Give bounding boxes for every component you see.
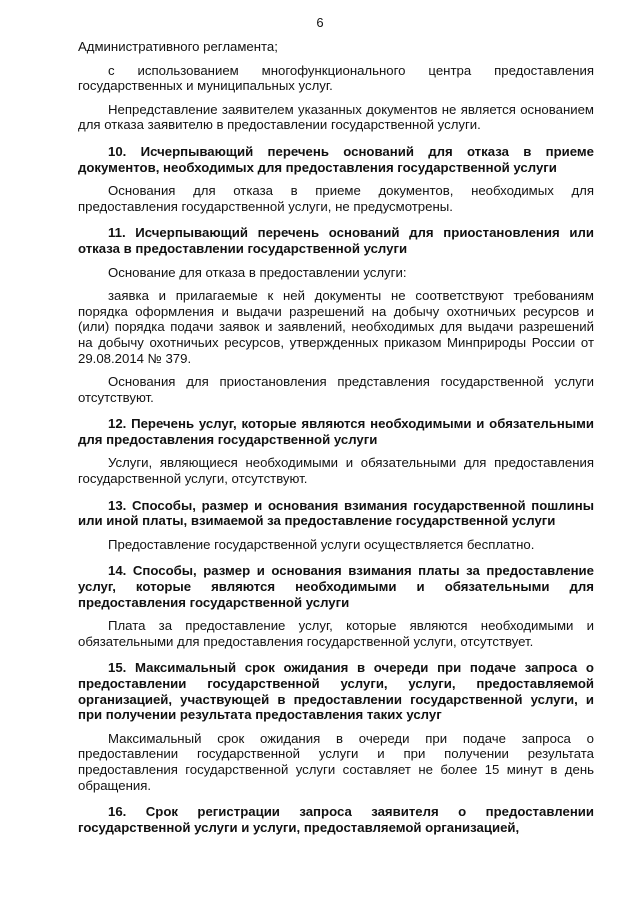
paragraph: Основание для отказа в предоставлении услуги: [108,264,407,280]
paragraph: заявка и прилагаемые к ней документы не соответствуют требованиям порядка оформления и выдачи разрешений на добычу охотничьих ресурсов и (или) порядка подачи заявок и заявлений, необходимых для выдачи разрешений на добычу охотничьих ресурсов, утвержденных приказом Минприроды России от 29.08.2014 № 379. [78,288,594,366]
paragraph: Услуги, являющиеся необходимыми и обязательными для предоставления государственной услуги, отсутствуют. [78,455,594,487]
section-heading-14: 14. Способы, размер и основания взимания платы за предоставление услуг, которые являются необходимыми и обязательными для предоставления государственной услуги [78,563,594,610]
paragraph: Основания для приостановления представления государственной услуги отсутствуют. [78,374,594,405]
paragraph: с использованием многофункционального центра предоставления государственных и муниципальных услуг. [78,62,594,94]
paragraph: Основания для отказа в приеме документов, необходимых для предоставления государственной услуги, не предусмотрены. [78,183,594,214]
paragraph: Плата за предоставление услуг, которые являются необходимыми и обязательными для предоставления государственной услуги, отсутствует. [78,618,594,649]
paragraph: Предоставление государственной услуги осуществляется бесплатно. [108,536,535,552]
section-heading-11: 11. Исчерпывающий перечень оснований для приостановления или отказа в предоставлении государственной услуги [78,225,594,256]
page-number: 6 [316,15,324,30]
section-heading-12: 12. Перечень услуг, которые являются необходимыми и обязательными для предоставления государственной услуги [78,416,594,447]
document-body [78,39,594,835]
section-heading-15: 15. Максимальный срок ожидания в очереди при подаче запроса о предоставлении государственной услуги, услуги, предоставляемой организацией, участвующей в предоставлении государственной услуги, и при получении результата предоставления таких услуг [78,660,594,723]
paragraph: Непредставление заявителем указанных документов не является основанием для отказа заявителю в предоставлении государственной услуги. [78,101,594,133]
section-heading-16: 16. Срок регистрации запроса заявителя о предоставлении государственной услуги и услуги, предоставляемой организацией, [78,804,594,835]
section-heading-13: 13. Способы, размер и основания взимания государственной пошлины или иной платы, взимаемой за предоставление государственной услуги [78,497,594,529]
paragraph: Административного регламента; [78,39,278,54]
paragraph: Максимальный срок ожидания в очереди при подаче запроса о предоставлении государственной услуги и при получении результата предоставления государственной услуги составляет не более 15 минут в день обращения. [78,730,594,793]
section-heading-10: 10. Исчерпывающий перечень оснований для отказа в приеме документов, необходимых для предоставления государственной услуги [78,143,594,175]
